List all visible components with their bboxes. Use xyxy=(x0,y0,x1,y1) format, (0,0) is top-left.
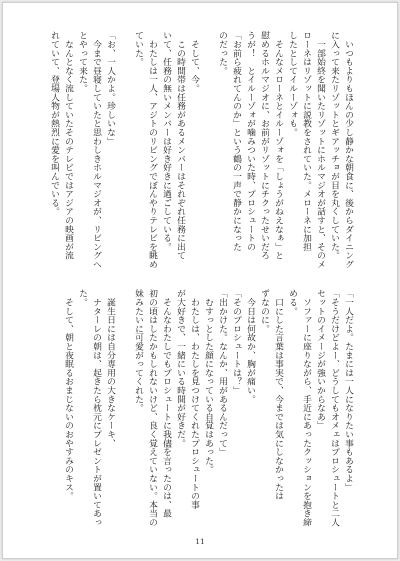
upper-line: したとしてイルーゾォも。 xyxy=(287,31,297,137)
lower-line: 口にした言葉は事実で、今までは気にしなかったは xyxy=(273,289,283,501)
upper-line: いて、任務の無いメンバーは好き好きに過ごしている。 xyxy=(161,31,171,251)
lower-line: ソファーに座りながら、手近にあったクッションを抱き締 xyxy=(301,289,311,527)
lower-blank-line xyxy=(117,289,131,527)
upper-blank-line xyxy=(201,31,215,269)
upper-line: ていた。 xyxy=(133,31,143,67)
lower-line: 「そうだけどよー、どうしてもオメェはプロシュートと二人 xyxy=(329,289,339,527)
lower-line: 「出かけた。なんか、用があるんだって」 xyxy=(217,289,227,457)
lower-line: める。 xyxy=(287,289,297,316)
lower-text-block xyxy=(43,289,355,527)
lower-line: そんなわたしでもプロシュートに我儘を言ったのは、最 xyxy=(161,289,171,518)
book-page xyxy=(2,2,398,559)
lower-line: わたしは、わたしを見つけてくれたプロシュートの事 xyxy=(189,289,199,509)
upper-line: とやって来た。 xyxy=(77,31,87,93)
upper-line: 今まで昼寝していたと思わしきホルマジオが、リビングへ xyxy=(91,31,101,269)
upper-line: 「お前ら疲れてんのか」という鶴の一声で静かになった xyxy=(231,31,241,251)
upper-line: れていて、登場人物が熱烈に愛を叫んでいる。 xyxy=(49,31,59,216)
lower-line: た。 xyxy=(77,289,87,307)
lower-line: ナターレの朝は、起きたら枕元にプレゼントが置いてあっ xyxy=(91,289,101,527)
lower-line: 「そのプロシュートは？」 xyxy=(231,289,241,395)
upper-line: そして、今。 xyxy=(189,31,199,93)
lower-line: が大好きで、一緒にいる時間が好きだ。 xyxy=(175,289,185,448)
upper-line: いつもよりもほんの少し静かな朝食に、後からダイニング xyxy=(343,31,353,269)
upper-line: そんなメローネとイルーゾォを「しょうがねえなぁ」と xyxy=(273,31,283,260)
upper-line: に入って来たリゾットとギアッチョが目を丸くしていた。 xyxy=(329,31,339,260)
upper-line: なんとなく流していたそのテレビではアジアの映画が流 xyxy=(63,31,73,260)
lower-line: 「一人だよ。たまには一人になりたい事もあるよ」 xyxy=(343,289,353,492)
lower-line: ずなのに。 xyxy=(259,289,269,333)
lower-line: セットのイメージが強いからなあ」 xyxy=(315,289,325,430)
lower-line: 今日は何故か、胸が痛い。 xyxy=(245,289,255,404)
lower-line: そして、朝と夜眠るおまじないのおやすみのキス。 xyxy=(63,289,73,501)
upper-line: のだった。 xyxy=(217,31,227,75)
upper-blank-line xyxy=(117,31,131,269)
upper-line: うが！ とイルーゾォが噛みついた時、プロシュートの xyxy=(245,31,255,251)
lower-line: 妹みたいに可愛がってくれた。 xyxy=(133,289,143,413)
lower-line: 初の頃はしたかもしれないけど、良く覚えていない。本当の xyxy=(147,289,157,527)
upper-line: この時間帯は任務があるメンバーはそれぞれ任務に出て xyxy=(175,31,185,260)
upper-line: ローネはリゾットに説教をされていた。メローネに加担 xyxy=(301,31,311,251)
page-number: 11 xyxy=(195,537,205,546)
lower-line: むすっとした顔になっている自覚はあった。 xyxy=(203,289,213,474)
upper-line: 慰めるホルマジオに、お前がリゾットにチクったせいだろ xyxy=(259,31,269,260)
upper-line: わたしは一人、アジトのリビングでぼんやりテレビを眺め xyxy=(147,31,157,269)
upper-line: 一部始終を聞いたリゾットにホルマジオが話すと、そのメ xyxy=(315,31,325,269)
upper-text-block xyxy=(43,31,355,269)
upper-line: 「お、一人かよ。珍しいな」 xyxy=(105,31,115,146)
lower-line: 誕生日には自分専用の大きなケーキ、 xyxy=(105,289,115,448)
